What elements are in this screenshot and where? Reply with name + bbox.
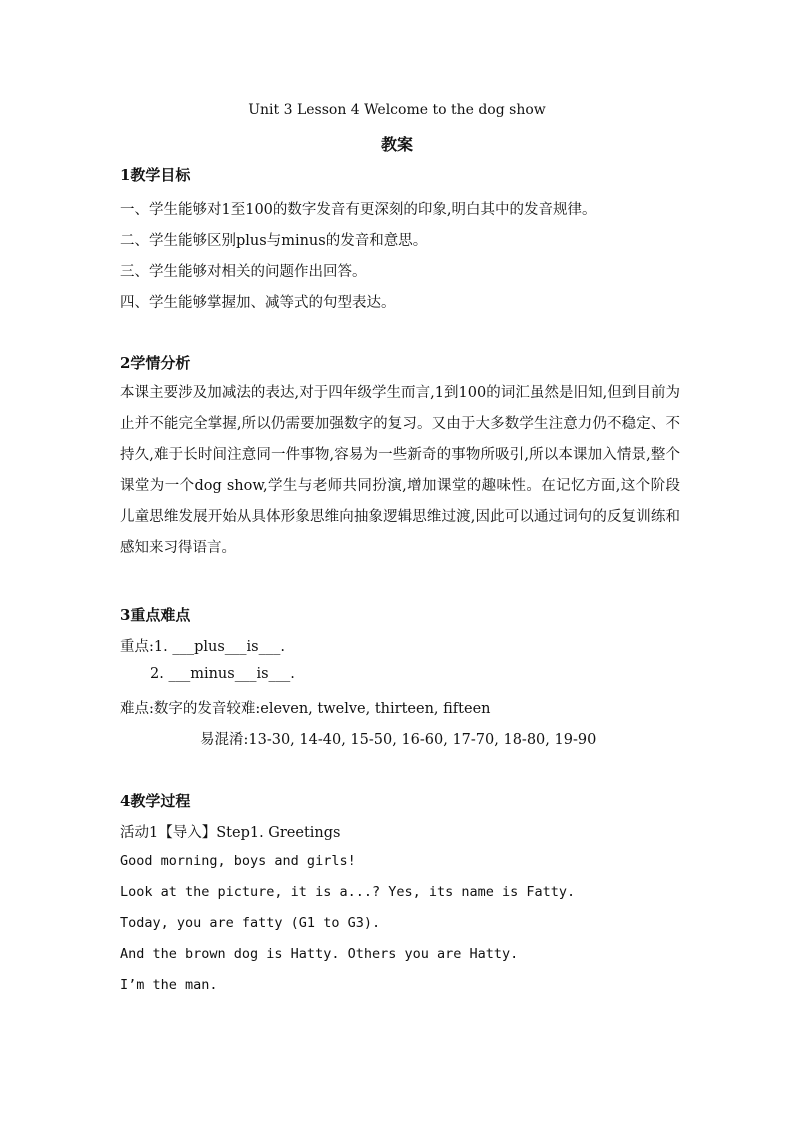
section-heading-objectives: 1教学目标 <box>120 166 191 184</box>
process-line: And the brown dog is Hatty. Others you are Hatty. <box>120 946 519 962</box>
process-line: Look at the picture, it is a...? Yes, its name is Fatty. <box>120 884 576 900</box>
key-point-1: 重点:1. ___plus___is___. <box>120 639 285 655</box>
objective-item: 一、学生能够对1至100的数字发音有更深刻的印象,明白其中的发音规律。 <box>120 202 597 218</box>
document-subtitle: 教案 <box>380 135 413 154</box>
objective-item: 四、学生能够掌握加、减等式的句型表达。 <box>120 295 396 311</box>
objective-item: 三、学生能够对相关的问题作出回答。 <box>120 264 367 280</box>
difficulty-line: 难点:数字的发音较难:eleven, twelve, thirteen, fifteen <box>120 701 491 717</box>
process-line: 活动1【导入】Step1. Greetings <box>120 825 341 841</box>
section-heading-key-points: 3重点难点 <box>120 606 191 624</box>
process-line: I’m the man. <box>120 977 218 993</box>
process-line: Good morning, boys and girls! <box>120 853 356 869</box>
objective-item: 二、学生能够区别plus与minus的发音和意思。 <box>120 233 428 249</box>
confusion-line: 易混淆:13-30, 14-40, 15-50, 16-60, 17-70, 18-80, 19-90 <box>200 732 597 748</box>
key-point-2: 2. ___minus___is___. <box>150 666 295 682</box>
section-heading-process: 4教学过程 <box>120 792 191 810</box>
process-line: Today, you are fatty (G1 to G3). <box>120 915 381 931</box>
analysis-paragraph: 本课主要涉及加减法的表达,对于四年级学生而言,1到100的词汇虽然是旧知,但到目前为止并不能完全掌握,所以仍需要加强数字的复习。又由于大多数学生注意力仍不稳定、不持久,难于长时间注意同一件事物,容易为一些新奇的事物所吸引,所以本课加入情景,整个课堂为一个dog show,学生与老师共同扮演,增加课堂的趣味性。在记忆方面,这个阶段儿童思维发展开始从具体形象思维向抽象逻辑思维过渡,因此可以通过词句的反复训练和感知来习得语言。 <box>120 385 680 556</box>
document-title: Unit 3 Lesson 4 Welcome to the dog show <box>248 102 546 118</box>
section-heading-analysis: 2学情分析 <box>120 354 191 372</box>
